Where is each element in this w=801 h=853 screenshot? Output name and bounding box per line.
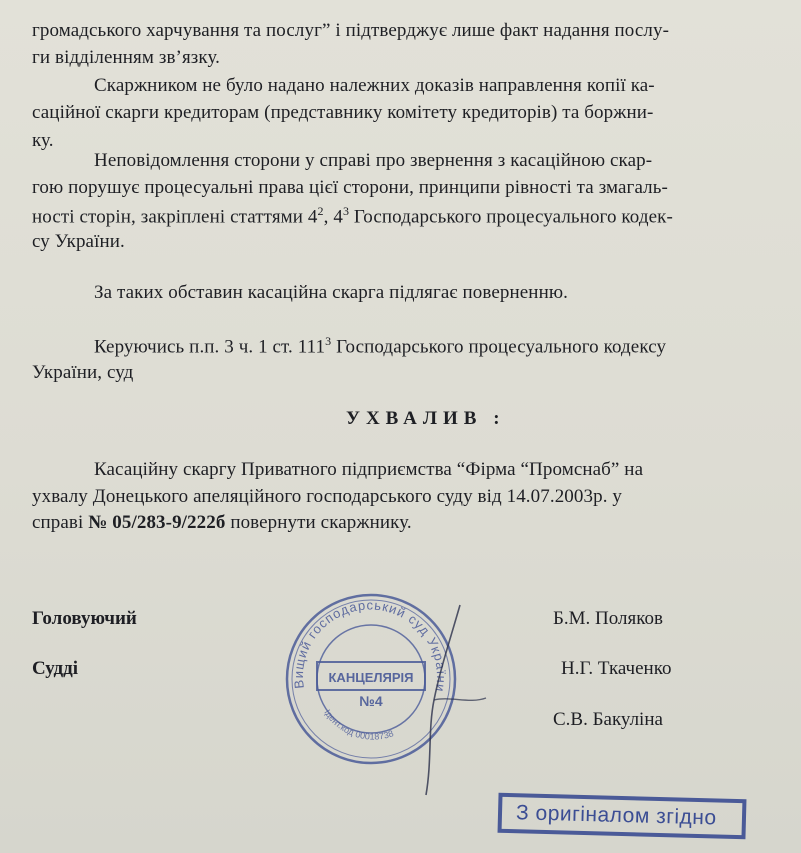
certified-copy-text: З оригіналом згідно [515, 801, 717, 830]
text-line-14: ухвалу Донецького апеляційного господарського суду від 14.07.2003р. у [32, 486, 622, 507]
text-line-7: гою порушує процесуальні права цієї сторони, принципи рівності та змагаль- [32, 177, 668, 198]
resolution-heading: УХВАЛИВ : [346, 408, 506, 429]
svg-text:Вищий господарський суд Україн: Вищий господарський суд України [290, 597, 450, 694]
svg-text:КАНЦЕЛЯРІЯ: КАНЦЕЛЯРІЯ [328, 670, 414, 685]
handwritten-signature [390, 600, 500, 800]
text-line-6: Неповідомлення сторони у справі про звернення з касаційною скар- [94, 150, 653, 171]
text-line-10: За таких обставин касаційна скарга підлягає поверненню. [94, 282, 568, 303]
presiding-name: Б.М. Поляков [553, 608, 663, 629]
text-line-15: справі № 05/283-9/222б повернути скаржнику. [32, 512, 412, 533]
certified-copy-stamp [498, 793, 747, 839]
text-line-8: ності сторін, закріплені статтями $4^2$, $4^3$ Господарського процесуального кодек- [32, 204, 673, 228]
judges-label: Судді [32, 658, 79, 679]
judge-1-name: Н.Г. Ткаченко [561, 658, 672, 679]
text-line-12: України, суд [32, 362, 134, 383]
case-number: № 05/283-9/222б [88, 512, 226, 533]
text-line-1: громадського харчування та послуг” і підтверджує лише факт надання послу- [32, 20, 669, 41]
text-line-3: Скаржником не було надано належних доказів направлення копії ка- [94, 75, 655, 96]
text-line-9: су України. [32, 231, 125, 252]
presiding-label: Головуючий [32, 608, 137, 629]
text-line-5: ку. [32, 130, 54, 151]
text-line-13: Касаційну скаргу Приватного підприємства “Фірма “Промснаб” на [94, 459, 644, 480]
text-line-4: саційної скарги кредиторам (представнику комітету кредиторів) та боржни- [32, 102, 654, 123]
svg-text:Ідент.код 00018738: Ідент.код 00018738 [322, 707, 395, 742]
judge-2-name: С.В. Бакуліна [553, 709, 663, 730]
text-line-2: ги відділенням зв’язку. [32, 47, 220, 68]
svg-text:№4: №4 [359, 693, 383, 709]
text-line-11: Керуючись п.п. 3 ч. 1 ст. $111^3$ Господарського процесуального кодексу [94, 334, 667, 358]
